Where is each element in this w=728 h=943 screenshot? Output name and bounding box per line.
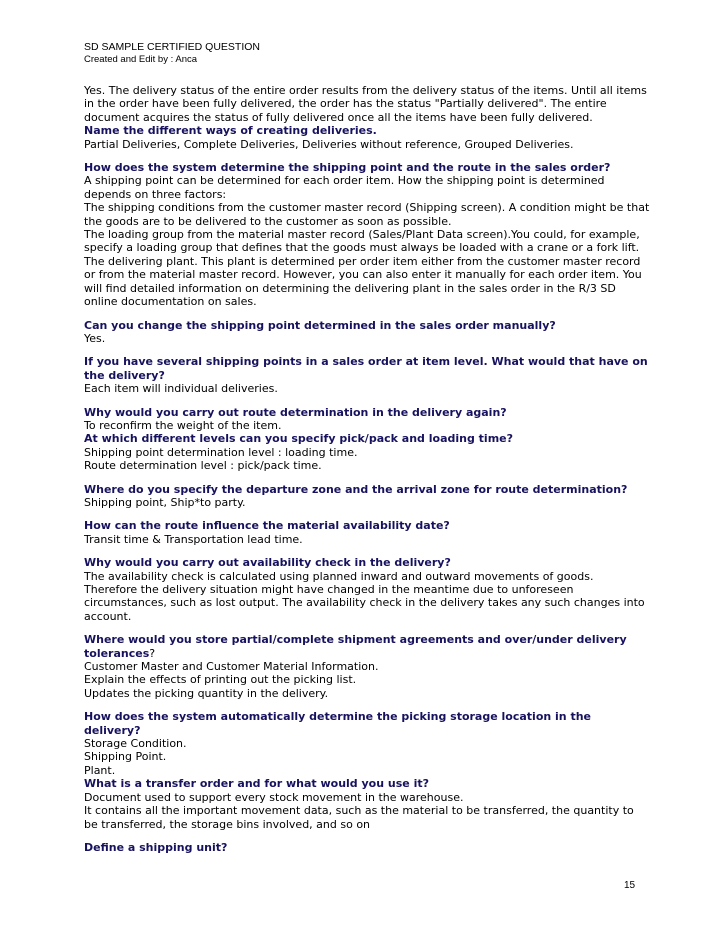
- question: How can the route influence the material availability date?: [84, 519, 450, 533]
- question: If you have several shipping points in a sales order at item level. What would that have on the delivery?: [84, 355, 648, 382]
- question: At which different levels can you specify pick/pack and loading time?: [84, 432, 514, 446]
- question: Why would you carry out availability check in the delivery?: [84, 556, 451, 570]
- question-mark: ?: [149, 646, 156, 660]
- answer: Plant.: [84, 763, 116, 777]
- answer: Route determination level : pick/pack time.: [84, 459, 322, 473]
- header-subtitle: Created and Edit by : Anca: [84, 54, 198, 65]
- answer: Customer Master and Customer Material Information.: [84, 660, 379, 674]
- paragraph: Yes. The delivery status of the entire order results from the delivery status of the items. Until all items in the order have been fully delivered, the order has the status "Partially delivered". The entire document acquires the status of fully delivered once all the items have been fully delivered.: [84, 84, 647, 124]
- answer: Storage Condition.: [84, 737, 187, 751]
- question: Define a shipping unit?: [84, 840, 228, 854]
- question: How does the system determine the shipping point and the route in the sales order?: [84, 161, 611, 175]
- answer: Each item will individual deliveries.: [84, 382, 278, 396]
- answer: Shipping point determination level : loading time.: [84, 445, 358, 459]
- answer: It contains all the important movement data, such as the material to be transferred, the quantity to be transferred, the storage bins involved, and so on: [84, 804, 634, 831]
- answer: Partial Deliveries, Complete Deliveries, Deliveries without reference, Grouped Deliveries.: [84, 137, 574, 151]
- page-header: [84, 41, 260, 66]
- header-title: SD SAMPLE CERTIFIED QUESTION: [84, 41, 261, 53]
- question-line: [84, 633, 650, 660]
- answer: The delivering plant. This plant is determined per order item either from the customer master record or from the material master record. However, you can also enter it manually for each order item. You will find detailed information on determining the delivering plant in the sales order in the R/3 SD online documentation on sales.: [84, 254, 642, 309]
- question: Name the different ways of creating deliveries.: [84, 124, 377, 138]
- answer: Shipping point, Ship*to party.: [84, 495, 246, 509]
- answer: To reconfirm the weight of the item.: [84, 418, 282, 432]
- answer: Document used to support every stock movement in the warehouse.: [84, 790, 464, 804]
- answer: Explain the effects of printing out the picking list.: [84, 673, 357, 687]
- question: Where do you specify the departure zone and the arrival zone for route determination?: [84, 482, 628, 496]
- answer: The loading group from the material master record (Sales/Plant Data screen).You could, for example, specify a loading group that defines that the goods must always be loaded with a crane or a fork lift.: [84, 228, 640, 255]
- question: Can you change the shipping point determined in the sales order manually?: [84, 318, 556, 332]
- answer: Shipping Point.: [84, 750, 167, 764]
- document-body: [84, 84, 650, 854]
- answer: The shipping conditions from the customer master record (Shipping screen). A condition might be that the goods are to be delivered to the customer as soon as possible.: [84, 201, 650, 228]
- answer: Yes.: [84, 331, 106, 345]
- page-number: 15: [624, 880, 636, 891]
- question: How does the system automatically determine the picking storage location in the delivery?: [84, 710, 592, 737]
- question: Why would you carry out route determination in the delivery again?: [84, 405, 507, 419]
- answer: Transit time & Transportation lead time.: [84, 532, 303, 546]
- question: What is a transfer order and for what would you use it?: [84, 777, 429, 791]
- question: Where would you store partial/complete shipment agreements and over/under delivery tolerances: [84, 633, 627, 660]
- answer: The availability check is calculated using planned inward and outward movements of goods. Therefore the delivery situation might have changed in the meantime due to unforeseen circumstances, such as lost output. The availability check in the delivery takes any such changes into account.: [84, 569, 645, 623]
- answer: A shipping point can be determined for each order item. How the shipping point is determined depends on three factors:: [84, 174, 605, 201]
- answer: Updates the picking quantity in the delivery.: [84, 686, 329, 700]
